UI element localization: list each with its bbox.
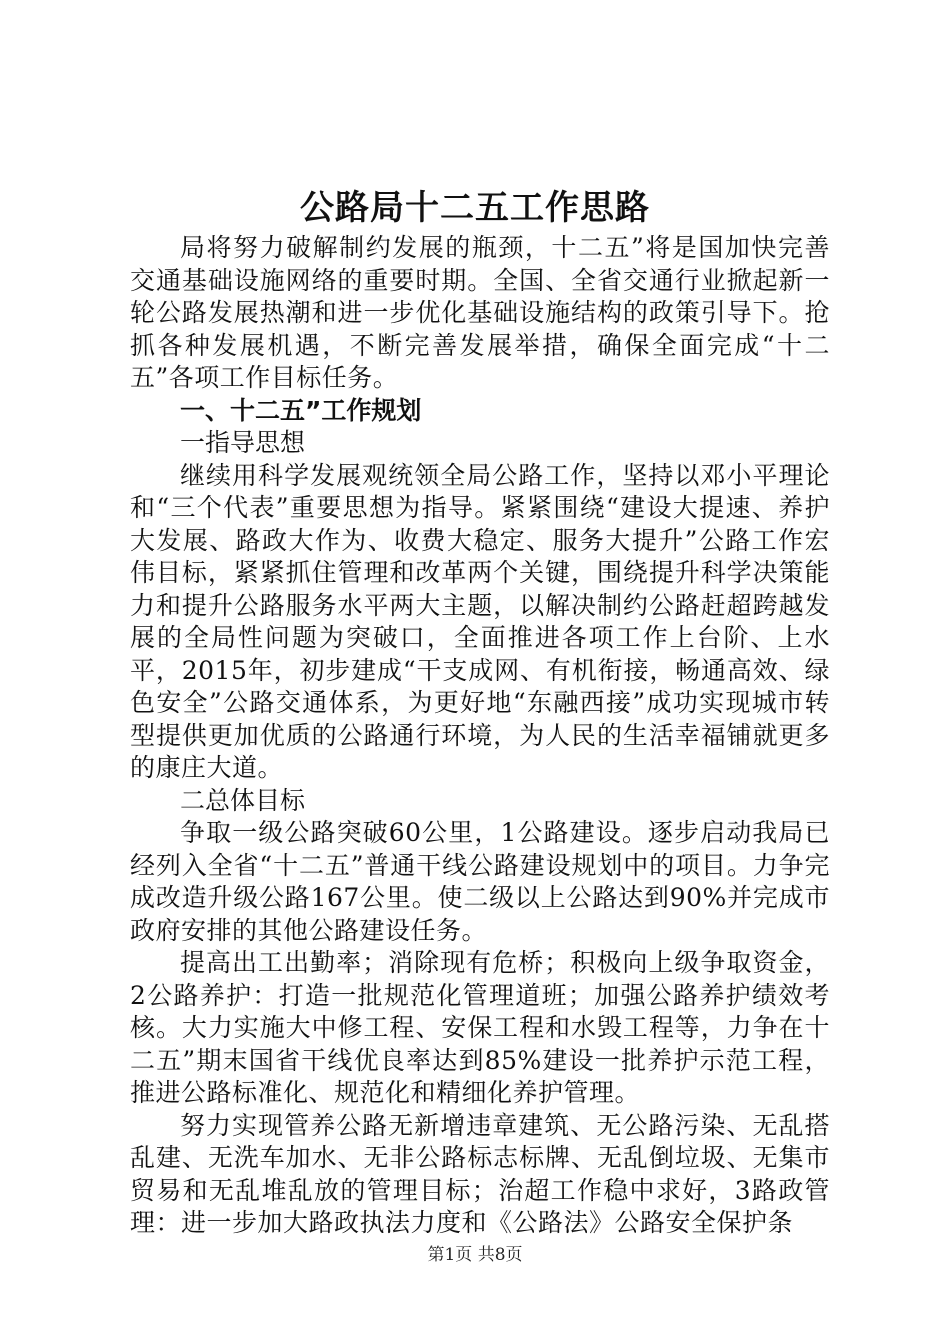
page-footer xyxy=(0,1244,950,1266)
document-title: 公路局十二五工作思路 xyxy=(300,188,650,228)
subsection-heading-overall-goal: 二总体目标 xyxy=(180,785,306,815)
guiding-ideology-paragraph: 继续用科学发展观统领全局公路工作，坚持以邓小平理论和“三个代表”重要思想为指导。紧紧围绕“建设大提速、养护大发展、路政大作为、收费大稳定、服务大提升”公路工作宏伟目标，紧紧抓住管理和改革两个关键，围绕提升科学决策能力和提升公路服务水平两大主题，以解决制约公路赶超跨越发展的全局性问题为突破口，全面推进各项工作上台阶、上水平，2015年，初步建成“干支成网、有机衔接，畅通高效、绿色安全”公路交通体系，为更好地“东融西接”成功实现城市转型提供更加优质的公路通行环境，为人民的生活幸福铺就更多的康庄大道。 xyxy=(130,460,830,782)
road-construction-paragraph: 争取一级公路突破60公里，1公路建设。逐步启动我局已经列入全省“十二五”普通干线公路建设规划中的项目。力争完成改造升级公路167公里。使二级以上公路达到90%并完成市政府安排的其他公路建设任务。 xyxy=(130,818,830,945)
subsection-heading-guiding-ideology: 一指导思想 xyxy=(180,428,306,457)
document-body xyxy=(130,232,830,1240)
road-administration-paragraph: 努力实现管养公路无新增违章建筑、无公路污染、无乱搭乱建、无洗车加水、无非公路标志标牌、无乱倒垃圾、无集市贸易和无乱堆乱放的管理目标；治超工作稳中求好，3路政管理：进一步加大路政执法力度和《公路法》公路安全保护条 xyxy=(130,1110,830,1237)
intro-paragraph: 局将努力破解制约发展的瓶颈，十二五”将是国加快完善交通基础设施网络的重要时期。全国、全省交通行业掀起新一轮公路发展热潮和进一步优化基础设施结构的政策引导下。抢抓各种发展机遇，不断完善发展举措，确保全面完成“十二五”各项工作目标任务。 xyxy=(130,233,830,392)
page-indicator: 第1页 共8页 xyxy=(427,1245,523,1265)
road-maintenance-paragraph: 提高出工出勤率；消除现有危桥；积极向上级争取资金，2公路养护：打造一批规范化管理道班；加强公路养护绩效考核。大力实施大中修工程、安保工程和水毁工程等，力争在十二五”期末国省干线优良率达到85%建设一批养护示范工程，推进公路标准化、规范化和精细化养护管理。 xyxy=(130,948,830,1107)
section-heading: 一、十二五”工作规划 xyxy=(180,395,422,425)
